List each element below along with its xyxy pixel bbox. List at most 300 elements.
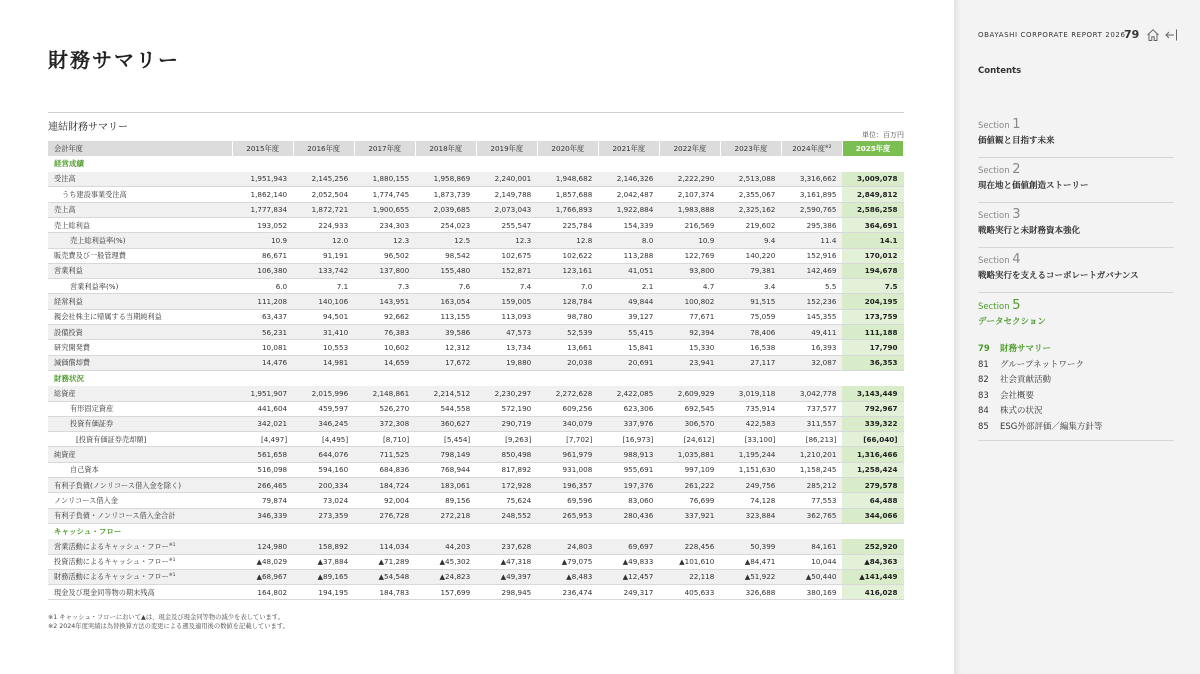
table-cell: 266,465 [232, 478, 293, 493]
divider [48, 112, 904, 113]
table-cell: 111,188 [842, 325, 903, 340]
table-cell: 306,570 [659, 416, 720, 431]
section-heading-row [48, 370, 904, 385]
table-cell: 91,515 [720, 294, 781, 309]
table-cell: 295,386 [781, 217, 842, 232]
table-cell: 32,087 [781, 355, 842, 370]
table-cell: 280,436 [598, 508, 659, 523]
table-cell: 1,766,893 [537, 202, 598, 217]
table-cell: 49,844 [598, 294, 659, 309]
header-year: 2015年度 [232, 141, 293, 156]
table-cell: 184,783 [354, 585, 415, 600]
row-label: 売上総利益 [48, 217, 232, 232]
table-cell: 1,951,943 [232, 172, 293, 187]
table-cell: 152,871 [476, 263, 537, 278]
table-cell: 337,921 [659, 508, 720, 523]
table-cell: [5,454] [415, 432, 476, 447]
row-label: 総資産 [48, 386, 232, 401]
page-link-83[interactable]: 83 会社概要 [978, 390, 1035, 401]
table-cell: 2,042,487 [598, 187, 659, 202]
table-cell: 39,127 [598, 309, 659, 324]
row-label: 有利子負債・ノンリコース借入金合計 [48, 508, 232, 523]
table-cell: 2,214,512 [415, 386, 476, 401]
table-cell: 7.4 [476, 279, 537, 294]
table-cell: 219,602 [720, 217, 781, 232]
table-cell: 768,944 [415, 462, 476, 477]
table-cell: 1,258,424 [842, 462, 903, 477]
table-cell: 164,802 [232, 585, 293, 600]
table-cell: 75,624 [476, 493, 537, 508]
table-cell: 10.9 [232, 233, 293, 248]
table-cell: 2.1 [598, 279, 659, 294]
table-cell: 94,501 [293, 309, 354, 324]
table-cell: 234,303 [354, 217, 415, 232]
table-cell: 4.7 [659, 279, 720, 294]
table-cell: ▲79,075 [537, 554, 598, 569]
table-cell: 78,406 [720, 325, 781, 340]
header-year: 2025年度 [842, 141, 903, 156]
table-cell: 123,161 [537, 263, 598, 278]
table-cell: 692,545 [659, 401, 720, 416]
table-cell: 184,724 [354, 478, 415, 493]
table-cell: 1,862,140 [232, 187, 293, 202]
table-cell: 63,437 [232, 309, 293, 324]
table-cell: 273,359 [293, 508, 354, 523]
table-cell: 92,004 [354, 493, 415, 508]
section-link-1[interactable]: Section 1 価値観と目指す未来 [978, 117, 1055, 146]
table-cell: 1,880,155 [354, 172, 415, 187]
table-cell: 152,236 [781, 294, 842, 309]
table-cell: 1,158,245 [781, 462, 842, 477]
table-cell: 172,928 [476, 478, 537, 493]
table-cell: [7,702] [537, 432, 598, 447]
table-cell: [16,973] [598, 432, 659, 447]
table-cell: 1,777,834 [232, 202, 293, 217]
table-cell: 276,728 [354, 508, 415, 523]
table-cell: 298,945 [476, 585, 537, 600]
table-row [48, 187, 904, 202]
header-year: 2024年度$^{※2}$ [781, 141, 842, 156]
table-cell: 64,488 [842, 493, 903, 508]
table-cell: 441,604 [232, 401, 293, 416]
table-cell: 7.0 [537, 279, 598, 294]
table-cell: 163,054 [415, 294, 476, 309]
table-cell: 16,393 [781, 340, 842, 355]
row-label: 営業利益 [48, 263, 232, 278]
table-cell: 1,922,884 [598, 202, 659, 217]
table-cell: 155,480 [415, 263, 476, 278]
table-cell: 988,913 [598, 447, 659, 462]
row-label: 売上高 [48, 202, 232, 217]
table-cell: [24,612] [659, 432, 720, 447]
table-cell: 594,160 [293, 462, 354, 477]
table-cell: 111,208 [232, 294, 293, 309]
table-cell: 194,195 [293, 585, 354, 600]
table-cell: 113,155 [415, 309, 476, 324]
table-cell: 2,107,374 [659, 187, 720, 202]
table-cell: 128,784 [537, 294, 598, 309]
table-cell: 3,042,778 [781, 386, 842, 401]
table-cell: 39,586 [415, 325, 476, 340]
table-header-row [48, 141, 904, 156]
table-row [48, 462, 904, 477]
financial-summary-table [48, 141, 904, 600]
table-cell: ▲48,029 [232, 554, 293, 569]
table-cell: ▲49,397 [476, 569, 537, 584]
table-cell: ▲54,548 [354, 569, 415, 584]
table-cell: 143,951 [354, 294, 415, 309]
row-label: 現金及び現金同等物の期末残高 [48, 585, 232, 600]
table-cell: 798,149 [415, 447, 476, 462]
row-label: 自己資本 [48, 462, 232, 477]
table-cell: 7.5 [842, 279, 903, 294]
table-cell: 1,035,881 [659, 447, 720, 462]
table-cell: ▲12,457 [598, 569, 659, 584]
table-row [48, 325, 904, 340]
table-row [48, 386, 904, 401]
table-cell: 644,076 [293, 447, 354, 462]
table-cell: 342,021 [232, 416, 293, 431]
table-cell: 346,245 [293, 416, 354, 431]
table-cell: 2,145,256 [293, 172, 354, 187]
table-cell: 3,143,449 [842, 386, 903, 401]
section-link-2[interactable]: Section 2 現在地と価値創造ストーリー [978, 162, 1089, 191]
table-row [48, 309, 904, 324]
table-row [48, 172, 904, 187]
table-cell: 323,884 [720, 508, 781, 523]
table-cell: 159,005 [476, 294, 537, 309]
table-cell: 372,308 [354, 416, 415, 431]
table-cell: 817,892 [476, 462, 537, 477]
table-cell: 2,015,996 [293, 386, 354, 401]
table-cell: 248,552 [476, 508, 537, 523]
table-cell: 2,230,297 [476, 386, 537, 401]
home-icon[interactable] [1146, 27, 1160, 41]
table-cell: ▲49,833 [598, 554, 659, 569]
table-cell: ▲8,483 [537, 569, 598, 584]
table-cell: ▲84,471 [720, 554, 781, 569]
row-label: うち建設事業受注高 [48, 187, 232, 202]
table-cell: 2,513,088 [720, 172, 781, 187]
table-cell: 69,697 [598, 539, 659, 554]
section-link-3[interactable]: Section 3 戦略実行と未財務資本強化 [978, 207, 1081, 236]
table-cell: 20,038 [537, 355, 598, 370]
table-row [48, 248, 904, 263]
table-cell: 272,218 [415, 508, 476, 523]
table-cell: 2,325,162 [720, 202, 781, 217]
table-cell: 83,060 [598, 493, 659, 508]
table-cell: 2,422,085 [598, 386, 659, 401]
table-row [48, 569, 904, 584]
table-cell: 249,317 [598, 585, 659, 600]
table-cell: 14,981 [293, 355, 354, 370]
table-cell: 1,195,244 [720, 447, 781, 462]
table-row [48, 279, 904, 294]
table-cell: 24,803 [537, 539, 598, 554]
table-cell: 14.1 [842, 233, 903, 248]
table-cell: 92,394 [659, 325, 720, 340]
table-cell: [4,497] [232, 432, 293, 447]
table-cell: 170,012 [842, 248, 903, 263]
row-label: 受注高 [48, 172, 232, 187]
table-cell: 10,081 [232, 340, 293, 355]
section-heading-row [48, 523, 904, 538]
table-cell: 12.5 [415, 233, 476, 248]
table-cell: 50,399 [720, 539, 781, 554]
table-cell: 133,742 [293, 263, 354, 278]
table-cell: 113,288 [598, 248, 659, 263]
row-label: 投資活動によるキャッシュ・フロー$^{※1}$ [48, 554, 232, 569]
table-cell: 526,270 [354, 401, 415, 416]
table-cell: 1,948,682 [537, 172, 598, 187]
table-cell: 364,691 [842, 217, 903, 232]
table-cell: 102,675 [476, 248, 537, 263]
table-cell: ▲141,449 [842, 569, 903, 584]
table-cell: 224,933 [293, 217, 354, 232]
table-cell: 3.4 [720, 279, 781, 294]
table-cell: 1,151,630 [720, 462, 781, 477]
page-title: 財務サマリー [48, 48, 180, 72]
table-cell: 360,627 [415, 416, 476, 431]
table-row [48, 447, 904, 462]
section-link-5[interactable]: Section 5 データセクション [978, 298, 1046, 327]
table-cell: 124,980 [232, 539, 293, 554]
table-cell: 572,190 [476, 401, 537, 416]
table-cell: 204,195 [842, 294, 903, 309]
table-cell: 380,169 [781, 585, 842, 600]
page-link-79[interactable]: 79 財務サマリー [978, 344, 1052, 354]
row-label: 有形固定資産 [48, 401, 232, 416]
table-cell: 194,678 [842, 263, 903, 278]
back-icon[interactable] [1164, 27, 1178, 41]
table-cell: 290,719 [476, 416, 537, 431]
row-label: [投資有価証券売却額] [48, 432, 232, 447]
table-row [48, 478, 904, 493]
page-link-84[interactable]: 84 株式の状況 [978, 406, 1043, 416]
table-cell: 10.9 [659, 233, 720, 248]
page-link-81[interactable]: 81 グループネットワーク [978, 359, 1084, 370]
row-label: 営業利益率(%) [48, 279, 232, 294]
table-cell: 1,983,888 [659, 202, 720, 217]
table-cell: 17,672 [415, 355, 476, 370]
table-cell: 22,118 [659, 569, 720, 584]
row-label: 研究開発費 [48, 340, 232, 355]
table-cell: 1,873,739 [415, 187, 476, 202]
table-cell: 13,734 [476, 340, 537, 355]
row-label: 財務活動によるキャッシュ・フロー$^{※1}$ [48, 569, 232, 584]
row-label: 有利子負債(ノンリコース借入金を除く) [48, 478, 232, 493]
table-cell: 15,841 [598, 340, 659, 355]
row-label: 投資有価証券 [48, 416, 232, 431]
table-cell: 49,411 [781, 325, 842, 340]
table-cell: 265,953 [537, 508, 598, 523]
table-cell: 344,066 [842, 508, 903, 523]
table-cell: ▲45,302 [415, 554, 476, 569]
table-cell: 9.4 [720, 233, 781, 248]
header-year: 2020年度 [537, 141, 598, 156]
row-label: 販売費及び一般管理費 [48, 248, 232, 263]
table-cell: 3,019,118 [720, 386, 781, 401]
table-cell: 623,306 [598, 401, 659, 416]
footnote-1: ※1 キャッシュ・フローにおいて▲は、現金及び現金同等物の減少を表しています。 [48, 614, 284, 621]
table-cell: 173,759 [842, 309, 903, 324]
table-cell: 14,659 [354, 355, 415, 370]
table-cell: 98,780 [537, 309, 598, 324]
table-cell: 5.5 [781, 279, 842, 294]
table-cell: 252,920 [842, 539, 903, 554]
table-cell: 955,691 [598, 462, 659, 477]
table-cell: 3,161,895 [781, 187, 842, 202]
table-row [48, 340, 904, 355]
row-label: 売上総利益率(%) [48, 233, 232, 248]
table-cell: 98,542 [415, 248, 476, 263]
table-cell: 735,914 [720, 401, 781, 416]
page-number: 79 [1124, 28, 1140, 41]
table-cell: 1,316,466 [842, 447, 903, 462]
table-cell: 1,872,721 [293, 202, 354, 217]
row-label: ノンリコース借入金 [48, 493, 232, 508]
table-cell: 2,073,043 [476, 202, 537, 217]
table-cell: 89,156 [415, 493, 476, 508]
table-row [48, 217, 904, 232]
table-cell: 145,355 [781, 309, 842, 324]
header-year: 2019年度 [476, 141, 537, 156]
table-cell: [33,100] [720, 432, 781, 447]
row-label: 親会社株主に帰属する当期純利益 [48, 309, 232, 324]
table-row [48, 202, 904, 217]
table-cell: 2,849,812 [842, 187, 903, 202]
table-cell: 405,633 [659, 585, 720, 600]
table-cell: 140,220 [720, 248, 781, 263]
table-cell: 69,596 [537, 493, 598, 508]
table-cell: 737,577 [781, 401, 842, 416]
page-link-85[interactable]: 85 ESG外部評価／編集方針等 [978, 421, 1103, 432]
contents-heading: Contents [978, 66, 1022, 76]
report-name: OBAYASHI CORPORATE REPORT 2026 [978, 31, 1126, 39]
table-cell: 27,117 [720, 355, 781, 370]
table-cell: 77,671 [659, 309, 720, 324]
header-year: 2016年度 [293, 141, 354, 156]
table-cell: 255,547 [476, 217, 537, 232]
table-cell: 76,699 [659, 493, 720, 508]
divider [978, 440, 1174, 441]
table-cell: 11.4 [781, 233, 842, 248]
table-cell: 997,109 [659, 462, 720, 477]
table-cell: 10,044 [781, 554, 842, 569]
contents-panel [954, 0, 1200, 674]
table-row [48, 294, 904, 309]
table-cell: 961,979 [537, 447, 598, 462]
table-cell: 339,322 [842, 416, 903, 431]
table-cell: 142,469 [781, 263, 842, 278]
table-cell: 362,765 [781, 508, 842, 523]
table-cell: 279,578 [842, 478, 903, 493]
table-cell: 422,583 [720, 416, 781, 431]
table-row [48, 416, 904, 431]
table-cell: 12.0 [293, 233, 354, 248]
table-cell: 850,498 [476, 447, 537, 462]
table-cell: 516,098 [232, 462, 293, 477]
table-cell: 326,688 [720, 585, 781, 600]
table-cell: 114,034 [354, 539, 415, 554]
table-cell: 55,415 [598, 325, 659, 340]
table-cell: 79,381 [720, 263, 781, 278]
table-cell: 10,553 [293, 340, 354, 355]
table-cell: 56,231 [232, 325, 293, 340]
table-cell: 197,376 [598, 478, 659, 493]
table-cell: 1,900,655 [354, 202, 415, 217]
table-cell: 10,602 [354, 340, 415, 355]
table-cell: 20,691 [598, 355, 659, 370]
row-label: 純資産 [48, 447, 232, 462]
table-cell: 122,769 [659, 248, 720, 263]
table-cell: 228,456 [659, 539, 720, 554]
table-cell: 31,410 [293, 325, 354, 340]
table-cell: 92,662 [354, 309, 415, 324]
table-row [48, 585, 904, 600]
table-row [48, 554, 904, 569]
table-cell: 3,316,662 [781, 172, 842, 187]
table-cell: ▲84,363 [842, 554, 903, 569]
table-cell: 106,380 [232, 263, 293, 278]
table-cell: 2,148,861 [354, 386, 415, 401]
table-cell: 76,383 [354, 325, 415, 340]
table-cell: 2,590,765 [781, 202, 842, 217]
table-cell: 196,357 [537, 478, 598, 493]
table-cell: 459,597 [293, 401, 354, 416]
table-cell: 337,976 [598, 416, 659, 431]
table-cell: 102,622 [537, 248, 598, 263]
table-cell: ▲89,165 [293, 569, 354, 584]
table-cell: 8.0 [598, 233, 659, 248]
table-row [48, 493, 904, 508]
table-cell: [9,263] [476, 432, 537, 447]
section-heading: キャッシュ・フロー [48, 523, 904, 538]
table-cell: 36,353 [842, 355, 903, 370]
table-cell: 12.3 [476, 233, 537, 248]
table-cell: 12,312 [415, 340, 476, 355]
table-cell: 17,790 [842, 340, 903, 355]
table-cell: 12.8 [537, 233, 598, 248]
table-row [48, 355, 904, 370]
header-year: 2022年度 [659, 141, 720, 156]
table-cell: 416,028 [842, 585, 903, 600]
table-cell: [8,710] [354, 432, 415, 447]
table-cell: ▲71,289 [354, 554, 415, 569]
table-cell: 74,128 [720, 493, 781, 508]
header-year: 2021年度 [598, 141, 659, 156]
table-cell: 254,023 [415, 217, 476, 232]
table-cell: 1,958,869 [415, 172, 476, 187]
section-link-4[interactable]: Section 4 戦略実行を支えるコーポレートガバナンス [978, 252, 1139, 281]
table-cell: 285,212 [781, 478, 842, 493]
table-cell: 7.3 [354, 279, 415, 294]
table-title: 連結財務サマリー [48, 122, 128, 133]
divider [978, 157, 1174, 158]
table-cell: 13,661 [537, 340, 598, 355]
table-cell: [66,040] [842, 432, 903, 447]
table-cell: 7.1 [293, 279, 354, 294]
row-label: 減価償却費 [48, 355, 232, 370]
table-cell: 152,916 [781, 248, 842, 263]
divider [978, 202, 1174, 203]
page-link-82[interactable]: 82 社会貢献活動 [978, 375, 1052, 385]
table-cell: 2,039,685 [415, 202, 476, 217]
table-cell: 3,009,078 [842, 172, 903, 187]
table-cell: 19,880 [476, 355, 537, 370]
table-cell: 225,784 [537, 217, 598, 232]
table-cell: 1,210,201 [781, 447, 842, 462]
